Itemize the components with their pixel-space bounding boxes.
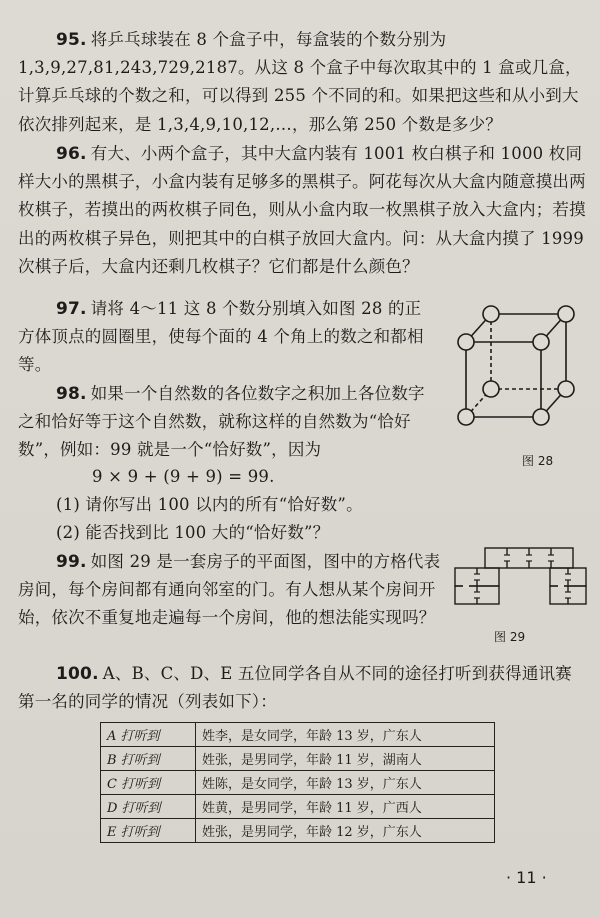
table-cell-info: 姓李，是女同学，年龄 13 岁，广东人 [196,723,495,747]
problem-97 [18,295,438,380]
problem-95 [18,26,588,139]
problem-98 [18,380,438,465]
problem-number: 98. [56,384,87,404]
table-row [101,747,495,771]
problem-100 [18,660,588,716]
info-table [100,722,495,843]
table-row [101,819,495,843]
figure-29-floorplan [450,540,590,620]
table-cell-source: E 打听到 [101,819,196,843]
problem-text: A、B、C、D、E 五位同学各自从不同的途径打听到获得通讯赛第一名的同学的情况（列表如下）： [18,664,572,712]
table-row [101,771,495,795]
table-cell-source: D 打听到 [101,795,196,819]
table-cell-info: 姓黄，是男同学，年龄 11 岁，广西人 [196,795,495,819]
table-cell-info: 姓张，是男同学，年龄 12 岁，广东人 [196,819,495,843]
problem-text: 如图 29 是一套房子的平面图，图中的方格代表房间，每个房间都有通向邻室的门。有人想从某个房间开始，依次不重复地走遍每一个房间，他的想法能实现吗？ [18,552,441,628]
problem-98-equation: 9 × 9 + (9 + 9) = 99. [92,467,275,486]
table-cell-source: C 打听到 [101,771,196,795]
table-row [101,723,495,747]
figure-29-caption: 图 29 [494,630,526,644]
table-cell-source: B 打听到 [101,747,196,771]
problem-99 [18,548,448,633]
table-cell-info: 姓陈，是女同学，年龄 13 岁，广东人 [196,771,495,795]
table-cell-source: A 打听到 [101,723,196,747]
problem-96 [18,140,588,281]
problem-number: 97. [56,299,87,319]
figure-28-cube [448,300,588,440]
problem-number: 100. [56,664,99,684]
figure-28-caption: 图 28 [522,454,554,468]
page-number: · 11 · [506,868,547,887]
problem-number: 99. [56,552,87,572]
problem-text: 将乒乓球装在 8 个盒子中，每盒装的个数分别为 1,3,9,27,81,243,729,2187。从这 8 个盒子中每次取其中的 1 盒或几盒，计算乒乓球的个数之和，可以得到 255 个不同的和。如果把这些和从小到大依次排列起来，是 1,3,4,9,10,12,…，那么第 250 个数是多少？ [18,30,582,134]
table-cell-info: 姓张，是男同学，年龄 11 岁，湖南人 [196,747,495,771]
table-row [101,795,495,819]
problem-number: 95. [56,30,87,50]
problem-text: 有大、小两个盒子，其中大盒内装有 1001 枚白棋子和 1000 枚同样大小的黑棋子，小盒内装有足够多的黑棋子。阿花每次从大盒内随意摸出两枚棋子，若摸出的两枚棋子同色，则从小盒内取一枚黑棋子放入大盒内；若摸出的两枚棋子异色，则把其中的白棋子放回大盒内。问：从大盒内摸了 1999 次棋子后，大盒内还剩几枚棋子？它们都是什么颜色？ [18,144,586,276]
problem-98-sub1: (1) 请你写出 100 以内的所有“恰好数”。 [56,495,363,514]
problem-text: 请将 4～11 这 8 个数分别填入如图 28 的正方体顶点的圆圈里，使每个面的 4 个角上的数之和都相等。 [18,299,424,375]
problem-98-sub2: (2) 能否找到比 100 大的“恰好数”？ [56,523,330,542]
problem-number: 96. [56,144,87,164]
problem-text: 如果一个自然数的各位数字之积加上各位数字之和恰好等于这个自然数，就称这样的自然数为“恰好数”，例如：99 就是一个“恰好数”，因为 [18,384,425,460]
